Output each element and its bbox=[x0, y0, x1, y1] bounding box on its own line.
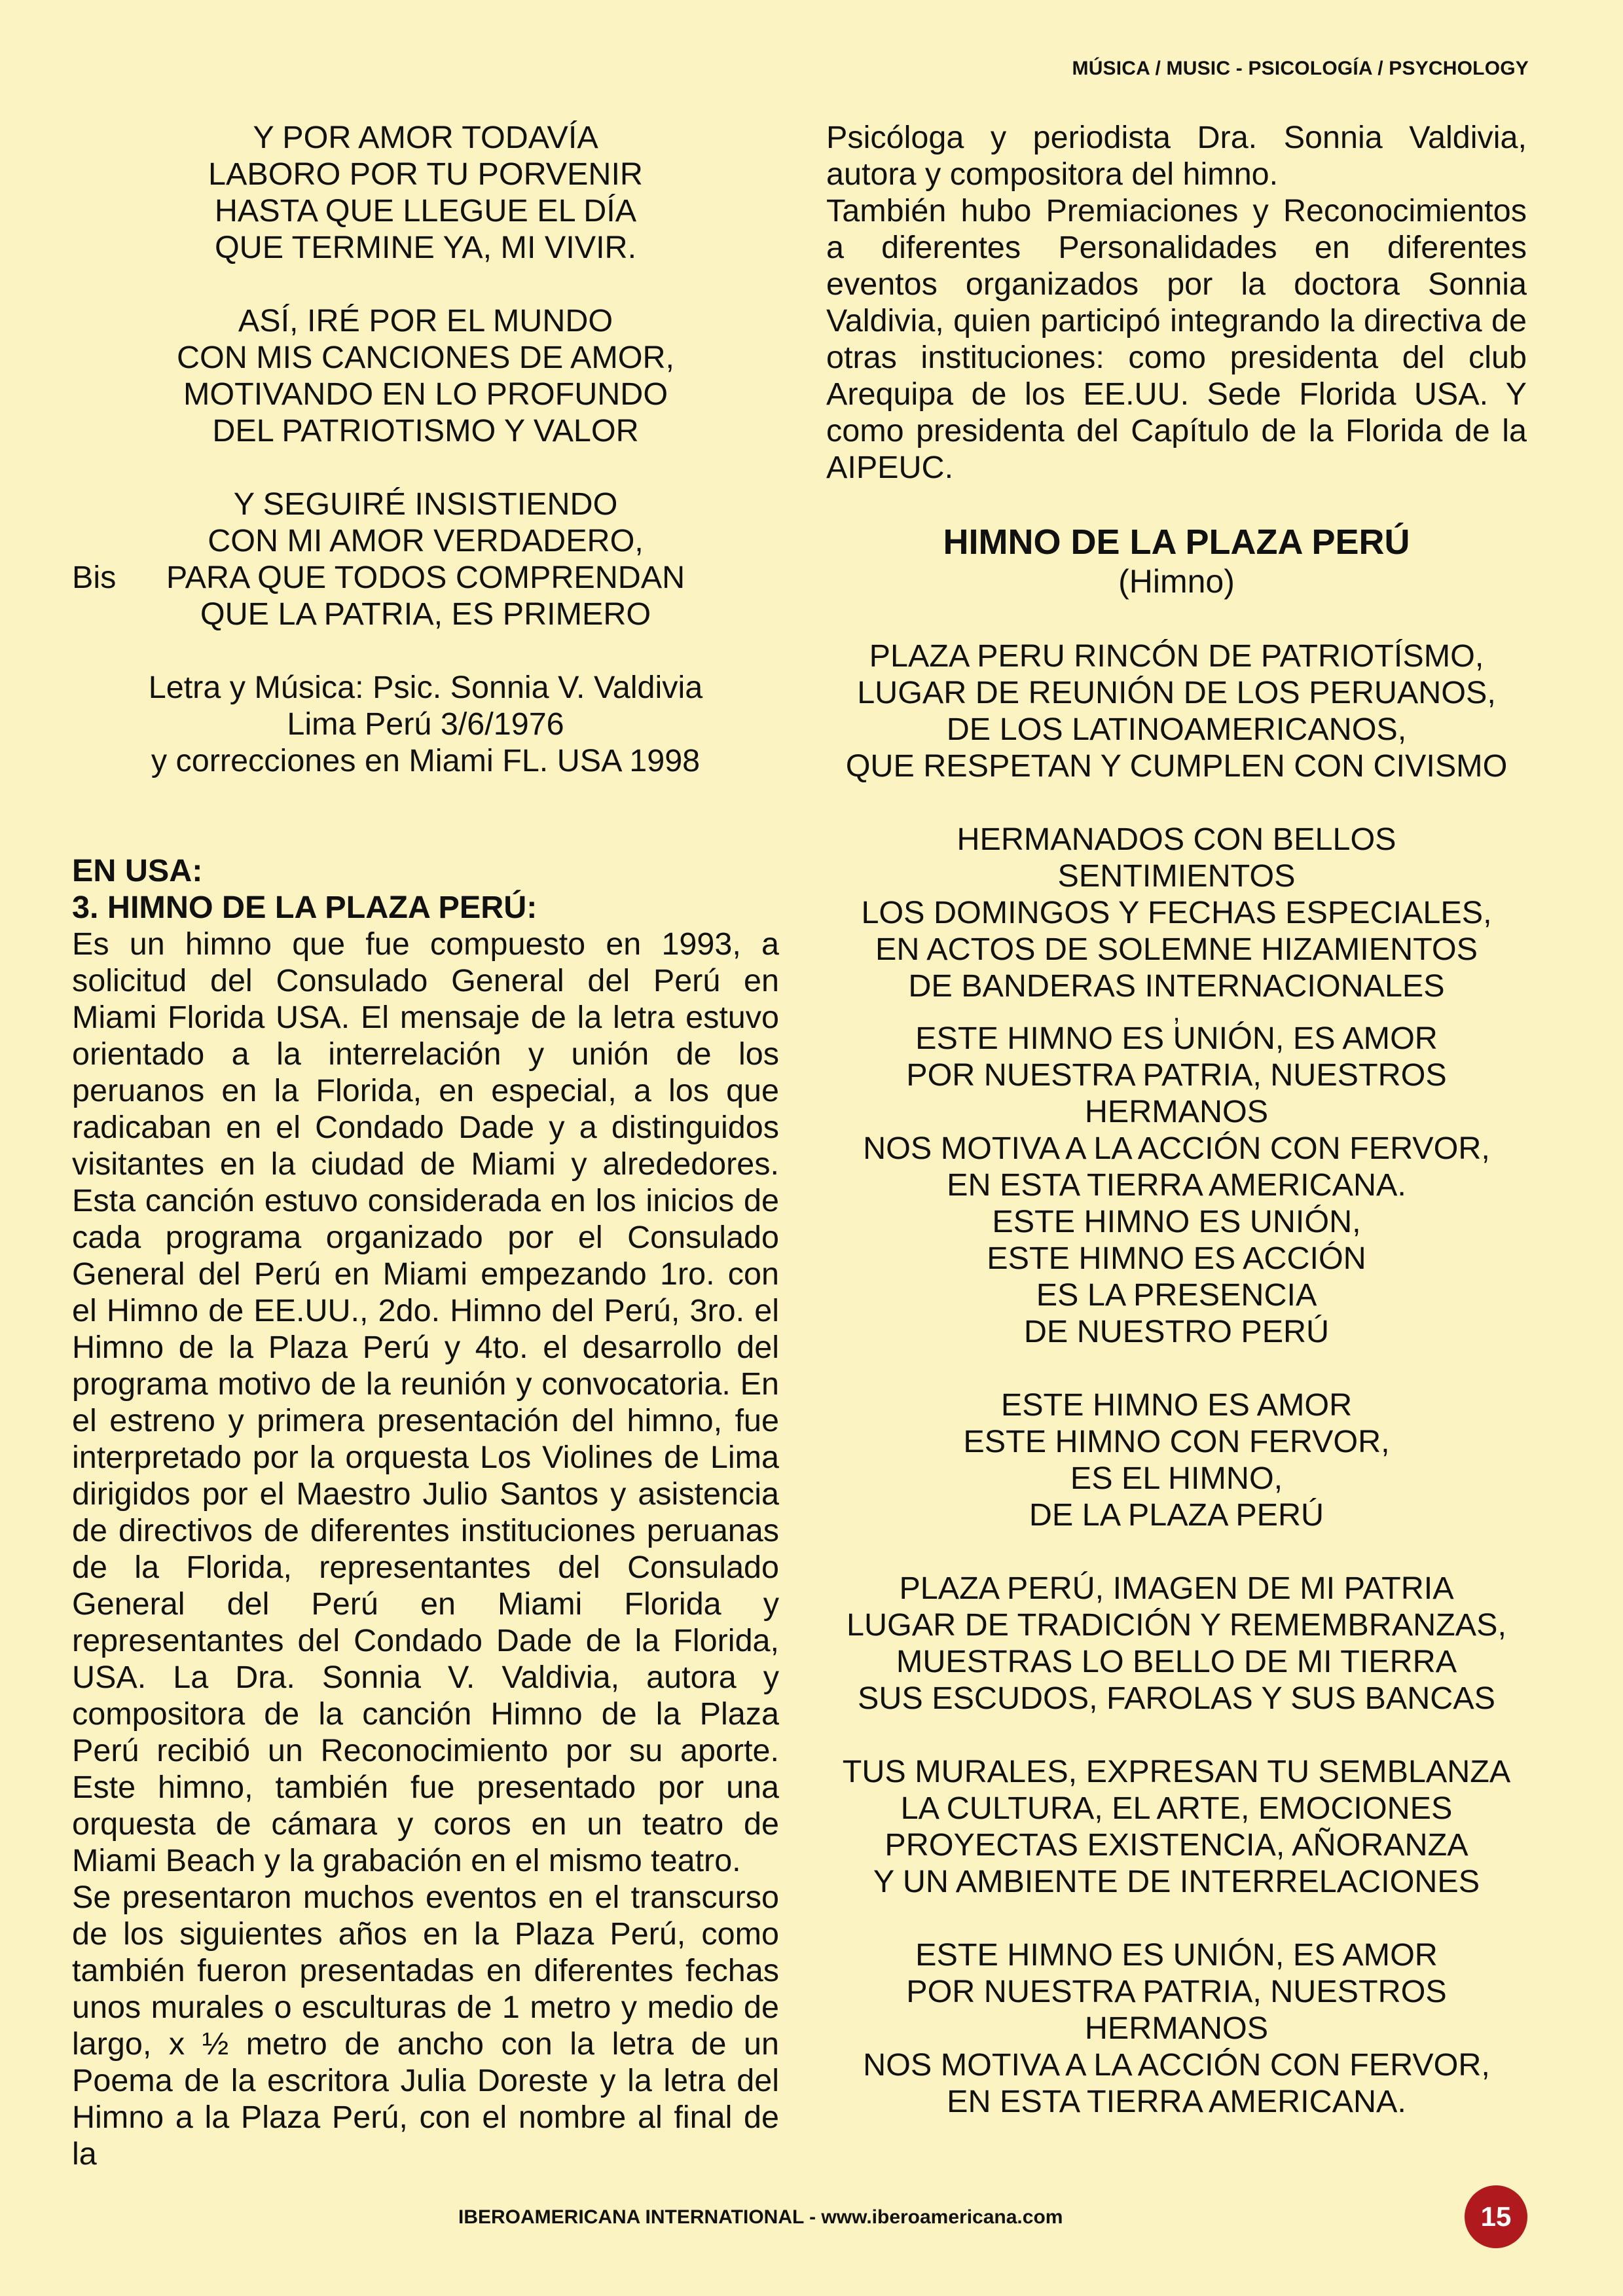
credit-line: Lima Perú 3/6/1976 bbox=[287, 706, 564, 742]
lyric-line: EN ESTA TIERRA AMERICANA. bbox=[947, 2084, 1406, 2119]
lyric-line: QUE LA PATRIA, ES PRIMERO bbox=[200, 596, 651, 632]
lyric-line: EN ESTA TIERRA AMERICANA. bbox=[947, 1167, 1406, 1203]
lyric-line: NOS MOTIVA A LA ACCIÓN CON FERVOR, bbox=[863, 1131, 1490, 1166]
lyric-line: TUS MURALES, EXPRESAN TU SEMBLANZA bbox=[842, 1754, 1511, 1789]
credit-line: y correcciones en Miami FL. USA 1998 bbox=[151, 743, 701, 778]
lyric-line: MUESTRAS LO BELLO DE MI TIERRA bbox=[896, 1644, 1457, 1679]
lyric-line: MOTIVANDO EN LO PROFUNDO bbox=[183, 376, 668, 412]
lyric-line: Y POR AMOR TODAVÍA bbox=[253, 120, 598, 155]
lyric-line: ESTE HIMNO ES UNIÓN, bbox=[992, 1204, 1361, 1239]
hymn-stanza-4 bbox=[826, 1387, 1527, 1533]
lyric-line: PLAZA PERÚ, IMAGEN DE MI PATRIA bbox=[899, 1571, 1454, 1606]
song-stanza-2 bbox=[72, 302, 779, 449]
paragraph: También hubo Premiaciones y Reconocimientos a diferentes Personalidades en diferentes eventos organizados por la doctora Sonnia Valdivia, quien participó integrando la directiva de otras instituciones: como presidenta del club Arequipa de los EE.UU. Sede Florida USA. Y como presidenta del Capítulo de la Florida de la AIPEUC. bbox=[826, 193, 1527, 485]
lyric-line: LUGAR DE REUNIÓN DE LOS PERUANOS, bbox=[857, 675, 1496, 710]
lyric-line: Y UN AMBIENTE DE INTERRELACIONES bbox=[873, 1864, 1480, 1899]
lyric-line: HERMANOS bbox=[1084, 2011, 1269, 2046]
paragraph: Se presentaron muchos eventos en el transcurso de los siguientes años en la Plaza Perú, como también fueron presentadas en diferentes fechas unos murales o esculturas de 1 metro y medio de largo, x ½ metro de ancho con la letra de un Poema de la escritora Julia Doreste y la letra del Himno a la Plaza Perú, con el nombre al final de la bbox=[72, 1880, 779, 2172]
article-body bbox=[72, 926, 779, 2172]
hymn-stanza-5 bbox=[826, 1570, 1527, 1717]
paragraph: Es un himno que fue compuesto en 1993, a solicitud del Consulado General del Perú en Miami Florida USA. El mensaje de la letra estuvo orientado a la interrelación y unión de los peruanos en la Florida, en especial, a los que radicaban en el Condado Dade y a distinguidos visitantes en la ciudad de Miami y alrededores. Esta canción estuvo considerada en los inicios de cada programa organizado por el Consulado General del Perú en Miami empezando 1ro. con el Himno de EE.UU., 2do. Himno del Perú, 3ro. el Himno de la Plaza Perú y 4to. el desarrollo del programa motivo de la reunión y convocatoria. En el estreno y primera presentación del himno, fue interpretado por la orquesta Los Violines de Lima dirigidos por el Maestro Julio Santos y asistencia de directivos de diferentes instituciones peruanas de la Florida, representantes del Consulado General del Perú en Miami Florida y representantes del Condado Dade de la Florida, USA. La Dra. Sonnia V. Valdivia, autora y compositora de la canción Himno de la Plaza Perú recibió un Reconocimiento por su aporte. Este himno, también fue presentado por una orquesta de cámara y coros en un teatro de Miami Beach y la grabación en el mismo teatro. bbox=[72, 926, 779, 1878]
hymn-stanza-1 bbox=[826, 638, 1527, 784]
lyric-line: HERMANOS bbox=[1084, 1094, 1269, 1129]
hymn-title: HIMNO DE LA PLAZA PERÚ bbox=[943, 522, 1410, 562]
lyric-line: ESTE HIMNO CON FERVOR, bbox=[963, 1424, 1390, 1459]
lyric-line: EN ACTOS DE SOLEMNE HIZAMIENTOS bbox=[875, 932, 1478, 967]
lyric-line: LUGAR DE TRADICIÓN Y REMEMBRANZAS, bbox=[847, 1607, 1506, 1643]
lyric-line: DE LOS LATINOAMERICANOS, bbox=[946, 712, 1407, 747]
lyric-line: PLAZA PERU RINCÓN DE PATRIOTÍSMO, bbox=[869, 638, 1484, 674]
credit-line: Letra y Música: Psic. Sonnia V. Valdivia bbox=[148, 670, 703, 705]
lyric-line: ESTE HIMNO ES UNIÓN, ES AMOR bbox=[915, 1021, 1438, 1056]
lyric-line: QUE RESPETAN Y CUMPLEN CON CIVISMO bbox=[845, 748, 1508, 784]
stray-comma: , bbox=[1173, 998, 1180, 1027]
lyric-line: ESTE HIMNO ES UNIÓN, ES AMOR bbox=[915, 1937, 1438, 1973]
lyric-line: HASTA QUE LLEGUE EL DÍA bbox=[214, 193, 637, 228]
hymn-subtitle: (Himno) bbox=[1118, 563, 1235, 600]
lyric-line: DE NUESTRO PERÚ bbox=[1023, 1314, 1330, 1349]
lyric-line: HERMANADOS CON BELLOS bbox=[957, 822, 1396, 857]
lyric-line: DEL PATRIOTISMO Y VALOR bbox=[212, 413, 639, 448]
lyric-line: ASÍ, IRÉ POR EL MUNDO bbox=[238, 303, 613, 338]
hymn-stanza-2 bbox=[826, 821, 1527, 1004]
right-column bbox=[826, 119, 1527, 2120]
lyric-line: SENTIMIENTOS bbox=[1057, 858, 1296, 894]
lyric-line-bis bbox=[72, 559, 779, 596]
lyric-line: ES EL HIMNO, bbox=[1070, 1461, 1283, 1496]
hymn-stanza-3 bbox=[826, 1020, 1527, 1350]
lyric-line: LOS DOMINGOS Y FECHAS ESPECIALES, bbox=[861, 895, 1492, 930]
bis-label: Bis bbox=[72, 560, 117, 595]
left-column bbox=[72, 119, 779, 2172]
song-credits bbox=[72, 669, 779, 779]
lyric-line: ES LA PRESENCIA bbox=[1036, 1277, 1317, 1313]
lyric-text: PARA QUE TODOS COMPRENDAN bbox=[166, 560, 685, 595]
song-stanza-3 bbox=[72, 486, 779, 632]
lyric-line: LA CULTURA, EL ARTE, EMOCIONES bbox=[900, 1791, 1453, 1826]
lyric-line: Y SEGUIRÉ INSISTIENDO bbox=[233, 486, 618, 522]
lyric-line: DE LA PLAZA PERÚ bbox=[1029, 1497, 1324, 1533]
lyric-line: LABORO POR TU PORVENIR bbox=[208, 156, 643, 192]
paragraph: Psicóloga y periodista Dra. Sonnia Valdivia, autora y compositora del himno. bbox=[826, 120, 1527, 192]
lyric-line: ESTE HIMNO ES AMOR bbox=[1000, 1387, 1353, 1423]
lyric-line: DE BANDERAS INTERNACIONALES bbox=[908, 968, 1445, 1004]
hymn-stanza-7 bbox=[826, 1937, 1527, 2120]
section-heading-usa: EN USA: bbox=[72, 853, 203, 888]
lyric-line: CON MIS CANCIONES DE AMOR, bbox=[177, 340, 674, 375]
page-number-badge: 15 bbox=[1465, 2185, 1527, 2248]
song-stanza-1 bbox=[72, 119, 779, 266]
lyric-line: ESTE HIMNO ES ACCIÓN bbox=[987, 1241, 1366, 1276]
footer-publication: IBEROAMERICANA INTERNATIONAL - www.iberoamericana.com bbox=[458, 2206, 1063, 2228]
section-heading-himno: 3. HIMNO DE LA PLAZA PERÚ: bbox=[72, 890, 538, 925]
lyric-line: CON MI AMOR VERDADERO, bbox=[208, 523, 644, 558]
lyric-line: SUS ESCUDOS, FAROLAS Y SUS BANCAS bbox=[858, 1681, 1495, 1716]
lyric-line: NOS MOTIVA A LA ACCIÓN CON FERVOR, bbox=[863, 2047, 1490, 2083]
intro-body bbox=[826, 119, 1527, 486]
hymn-stanza-6 bbox=[826, 1753, 1527, 1900]
lyric-line: QUE TERMINE YA, MI VIVIR. bbox=[214, 230, 637, 265]
section-header: MÚSICA / MUSIC - PSICOLOGÍA / PSYCHOLOGY bbox=[1072, 58, 1529, 79]
lyric-line: POR NUESTRA PATRIA, NUESTROS bbox=[906, 1057, 1447, 1093]
lyric-line: PROYECTAS EXISTENCIA, AÑORANZA bbox=[884, 1827, 1468, 1863]
lyric-line: POR NUESTRA PATRIA, NUESTROS bbox=[906, 1974, 1447, 2009]
